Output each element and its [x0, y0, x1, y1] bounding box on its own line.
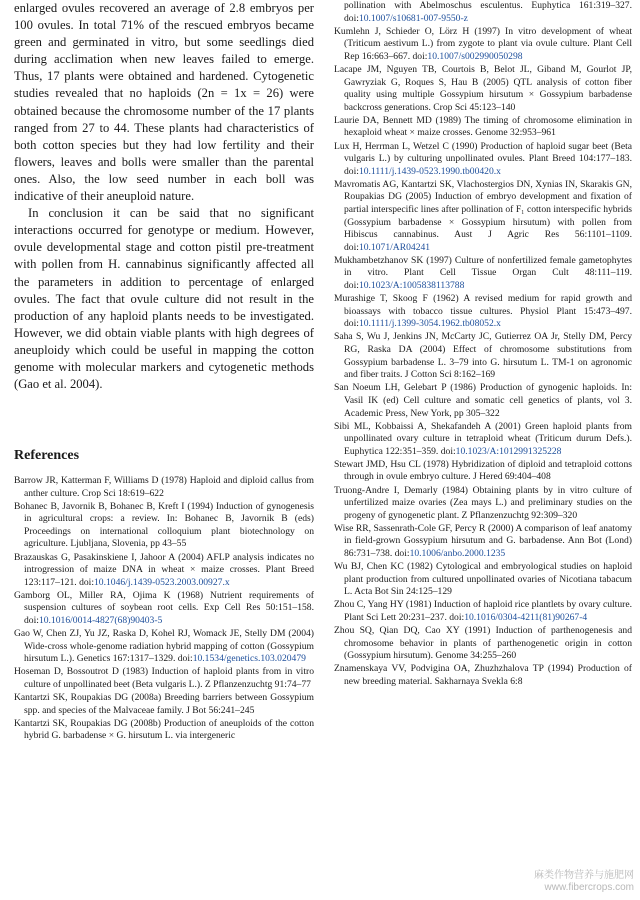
right-reference-13: [334, 523, 632, 561]
right-reference-15: [334, 599, 632, 624]
reference-text: Lux H, Herrman L, Wetzel C (1990) Production of haploid sugar beet (Beta vulgaris L.) by culturing unpollinated ovules. Plant Breed 104:177–183. doi:: [334, 140, 632, 177]
right-reference-1: [334, 26, 632, 64]
reference-text: Kantartzi SK, Roupakias DG (2008a) Breeding barriers between Gossypium spp. and species of the Malvaceae family. J Bot 56:241–245: [14, 692, 314, 716]
reference-text: Kumlehn J, Schieder O, Lörz H (1997) In vitro development of wheat (Triticum aestivum L.) from zygote to plant via ovule culture. Plant Cell Rep 16:663–667. doi:: [334, 25, 632, 62]
left-reference-1: [14, 501, 314, 551]
reference-text: Saha S, Wu J, Jenkins JN, McCarty JC, Gutierrez OA Jr, Stelly DM, Percy RG, Raska DA (2004) Effect of chromosome substitutions from Gossypium barbadense L. 3–79 into G. hirsutum L. TM-1 on agronomic and fiber traits. J Cotton Sci 8:162–169: [334, 331, 632, 381]
right-reference-10: [334, 421, 632, 459]
reference-text: Stewart JMD, Hsu CL (1978) Hybridization of diploid and tetraploid cottons through in ovule embryo culture. J Hered 69:404–408: [334, 458, 632, 483]
left-reference-5: [14, 666, 314, 691]
right-reference-6: [334, 255, 632, 293]
doi-link[interactable]: 10.1016/0304-4211(81)90267-4: [464, 612, 588, 623]
reference-text: Murashige T, Skoog F (1962) A revised medium for rapid growth and bioassays with tobacco tissue cultures. Physiol Plant 15:473–497. doi:: [334, 293, 632, 330]
reference-text: Gao W, Chen ZJ, Yu JZ, Raska D, Kohel RJ, Womack JE, Stelly DM (2004) Wide-cross whole-genome radiation hybrid mapping of cotton (Gossypium hirsutum L.). Genetics 167:1317–1329. doi:: [14, 628, 314, 665]
doi-link[interactable]: 10.1111/j.1439-0523.1990.tb00420.x: [358, 165, 501, 177]
body-paragraph-2: In conclusion it can be said that no significant interactions occurred for genotype or medium. However, ovule developmental stage and cotton pistil pre-treatment with pollen from H. cannabinus significantly affected all the parameters in addition to percentage of enlarged ovules. The fact that ovule culture did not result in the production of any haploid plants needs to be investigated. However, we did obtain viable plants with high degrees of aneuploidy which could be useful in mapping the cotton genome with molecular markers and cytogenetic methods (Gao et al. 2004).: [14, 206, 314, 392]
reference-text: Brazauskas G, Pasakinskiene I, Jahoor A (2004) AFLP analysis indicates no introgression of maize DNA in wheat × maize crosses. Plant Breed 123:117–121. doi:: [14, 551, 314, 588]
left-reference-6: [14, 692, 314, 717]
right-reference-16: [334, 625, 632, 663]
right-reference-12: [334, 485, 632, 523]
right-reference-4: [334, 141, 632, 179]
watermark-line-1: 麻类作物营养与施肥网: [534, 870, 634, 881]
reference-text: Kantartzi SK, Roupakias DG (2008b) Production of aneuploids of the cotton hybrid G. barbadense × G. hirsutum L. via intergeneric: [14, 717, 314, 742]
left-reference-0: [14, 475, 314, 500]
reference-text: Bohanec B, Javornik B, Bohanec B, Kreft I (1994) Induction of gynogenesis in agricultural crops: a review. In: Bohanec B, Javornik B (eds) Proceedings on international colloquium plant biotechnology on agriculture. Ljubljana, Slovenia, pp 43–55: [14, 500, 314, 550]
reference-text: Gamborg OL, Miller RA, Ojima K (1968) Nutrient requirements of suspension cultures of soybean root cells. Exp Cell Res 50:151–158. doi:: [14, 589, 314, 627]
reference-text: Zhou C, Yang HY (1981) Induction of haploid rice plantlets by ovary culture. Plant Sci Lett 20:231–237. doi:: [334, 599, 632, 623]
body-paragraph-1: enlarged ovules recovered an average of 2.8 embryos per 100 ovules. In total 71% of the rescued embryos became green and germinated in vitro, but some seedlings died during acclimation when new leaves failed to emerge. Thus, 17 plants were obtained and hardened. Cytogenetic studies revealed that no haploids (2n = 1x = 26) were obtained because the chromosome number of the 17 plants ranged from 27 to 44. These plants had characteristics of both cotton species but they had low fertility and their flowers, leaves and bolls were smaller than the parental ones. Also, the low seed number in each boll was indicative of their aneuploid nature.: [14, 1, 314, 204]
watermark-line-2: www.fibercrops.com: [544, 882, 634, 893]
right-reference-0: [334, 0, 632, 25]
watermark: [534, 870, 634, 894]
right-reference-9: [334, 382, 632, 420]
left-reference-4: [14, 628, 314, 666]
doi-link[interactable]: 10.1007/s002990050298: [427, 50, 523, 62]
left-reference-3: [14, 590, 314, 628]
reference-text: Mavromatis AG, Kantartzi SK, Vlachostergios DN, Xynias IN, Skarakis GN, Roupakias DG (2005) Induction of embryo development and fixation of partial interspecific lines after pollination of F₁ cotton interspecific hybrids (Gossypium barbadense × Gossypium hirsutum) with pollen from Hibiscus cannabinus. Aust J Agric Res 56:1101–1109. doi:: [334, 178, 632, 253]
reference-text: Wu BJ, Chen KC (1982) Cytological and embryological studies on haploid plant production from cultured unpollinated ovaries of Nicotiana tabacum L. Acta Bot Sin 24:125–129: [334, 561, 632, 598]
doi-link[interactable]: 10.1046/j.1439-0523.2003.00927.x: [94, 576, 230, 588]
references-right-column: [334, 0, 632, 689]
reference-text: Laurie DA, Bennett MD (1989) The timing of chromosome elimination in hexaploid wheat × maize crosses. Genome 32:953–961: [334, 114, 632, 139]
reference-text: pollination with Abelmoschus esculentus. Euphytica 161:319–327. doi:: [344, 0, 632, 24]
reference-text: Mukhambetzhanov SK (1997) Culture of nonfertilized female gametophytes in vitro. Plant Cell Tissue Organ Cult 48:111–119. doi:: [334, 254, 632, 292]
reference-text: Znamenskaya VV, Podvigina OA, Zhuzhzhalova TP (1994) Production of new breeding material. Sakharnaya Svekla 6:8: [334, 663, 632, 687]
doi-link[interactable]: 10.1023/A:1012991325228: [455, 445, 562, 457]
doi-link[interactable]: 10.1006/anbo.2000.1235: [409, 548, 506, 560]
doi-link[interactable]: 10.1534/genetics.103.020479: [192, 653, 306, 665]
doi-link[interactable]: 10.1007/s10681-007-9550-z: [358, 12, 468, 24]
reference-text: Zhou SQ, Qian DQ, Cao XY (1991) Induction of parthenogenesis and chromosome behavior in plants of parthenogenetic origin in cotton (Gossypium hirsutum). Genome 34:255–260: [334, 625, 632, 662]
right-reference-7: [334, 293, 632, 331]
reference-text: Lacape JM, Nguyen TB, Courtois B, Belot JL, Giband M, Gourlot JP, Gawryziak G, Roques S, Hau B (2005) QTL analysis of cotton fiber quality using multiple Gossypium hirsutum × Gossypium barbadense backcross generations. Crop Sci 45:123–140: [334, 63, 632, 113]
right-reference-11: [334, 459, 632, 484]
reference-text: Wise RR, Sassenrath-Cole GF, Percy R (2000) A comparison of leaf anatomy in field-grown Gossypium hirsutum and G. barbadense. Ann Bot (Lond) 86:731–738. doi:: [334, 522, 632, 560]
right-reference-2: [334, 64, 632, 114]
doi-link[interactable]: 10.1016/0014-4827(68)90403-5: [38, 615, 163, 627]
right-reference-5: [334, 179, 632, 255]
right-reference-17: [334, 663, 632, 688]
right-reference-3: [334, 115, 632, 140]
reference-text: Hoseman D, Bossoutrot D (1983) Induction of haploid plants from in vitro culture of unpollinated beet (Beta vulgaris L.). Z Pflanzenzuchtg 91:74–77: [14, 666, 314, 690]
reference-text: Barrow JR, Katterman F, Williams D (1978) Haploid and diploid callus from anther culture. Crop Sci 18:619–622: [14, 475, 314, 499]
doi-link[interactable]: 10.1071/AR04241: [358, 241, 431, 253]
references-heading: References: [14, 448, 80, 463]
doi-link[interactable]: 10.1023/A:1005838113788: [358, 280, 465, 292]
reference-text: Sibi ML, Kobbaissi A, Shekafandeh A (2001) Green haploid plants from unpollinated ovary culture in tetraploid wheat (Triticum durum Defs.). Euphytica 122:351–359. doi:: [334, 420, 632, 457]
reference-text: Truong-Andre I, Demarly (1984) Obtaining plants by in vitro culture of unfertilized maize ovaries (Zea mays L.) and preliminary studies on the progeny of gynogenetic plant. Z Pflanzenzuchtg 92:309–320: [334, 484, 632, 521]
doi-link[interactable]: 10.1111/j.1399-3054.1962.tb08052.x: [358, 318, 501, 330]
left-reference-2: [14, 552, 314, 590]
right-reference-8: [334, 331, 632, 381]
references-left-column: [14, 475, 314, 743]
reference-text: San Noeum LH, Gelebart P (1986) Production of gynogenic haploids. In: Vasil IK (ed) Cell culture and somatic cell genetics of plants, vol 3. Academic Press, New York, pp 305–322: [334, 382, 632, 419]
left-reference-7: [14, 718, 314, 743]
left-column: [14, 0, 314, 393]
right-reference-14: [334, 561, 632, 599]
